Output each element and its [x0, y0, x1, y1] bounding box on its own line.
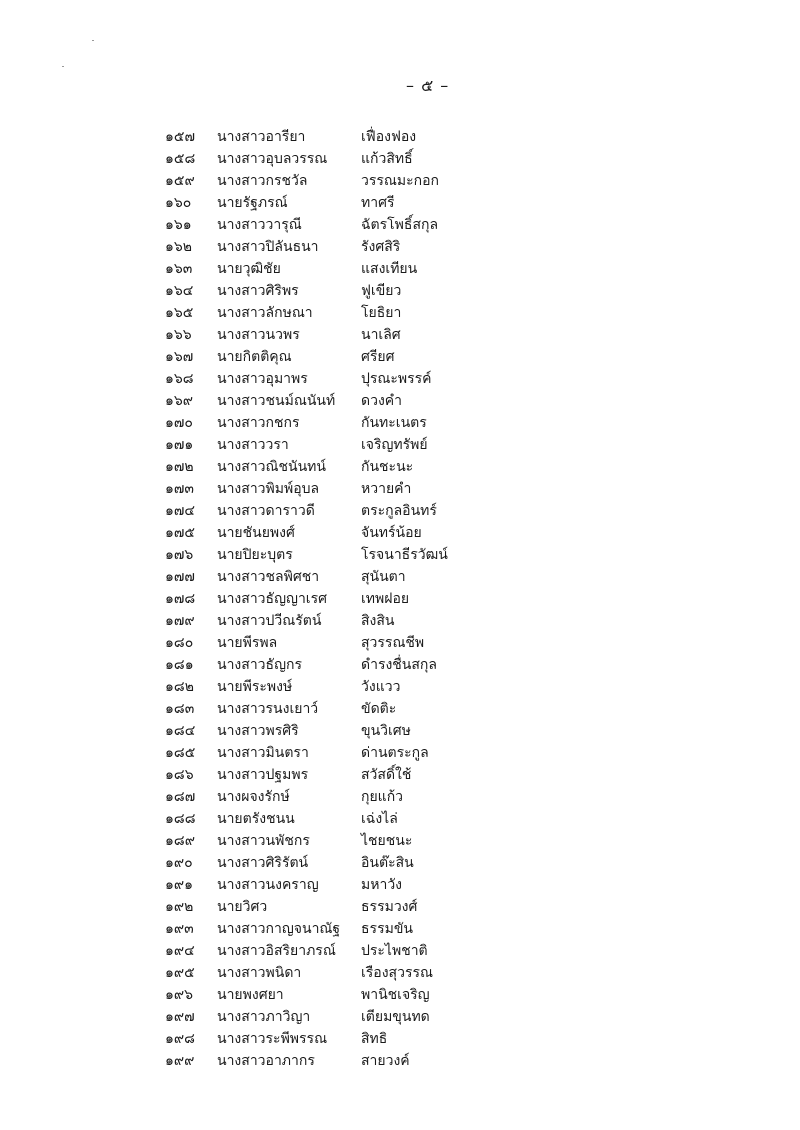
full-name: นางสาวธัญกร [217, 657, 303, 673]
row-number: ๑๕๙ [165, 173, 195, 189]
row-number: ๑๙๕ [165, 965, 195, 981]
row-number: ๑๗๖ [165, 547, 194, 563]
row-number: ๑๙๖ [165, 987, 194, 1003]
row-number: ๑๘๙ [165, 833, 195, 849]
row-number: ๑๙๑ [165, 877, 194, 893]
list-item [0, 566, 800, 588]
full-name: นางสาวศิริพร [217, 283, 299, 299]
full-name: นางสาวอิสริยาภรณ์ [217, 943, 336, 959]
full-name: นายวิศว [217, 899, 268, 915]
list-item [0, 170, 800, 192]
row-number: ๑๘๒ [165, 679, 194, 695]
full-name: นางสาวณิชนันทน์ [217, 459, 326, 475]
name-list [0, 126, 800, 1072]
list-item [0, 742, 800, 764]
row-number: ๑๗๙ [165, 613, 195, 629]
row-number: ๑๖๑ [165, 217, 192, 233]
list-item [0, 764, 800, 786]
row-number: ๑๙๘ [165, 1031, 195, 1047]
surname: ดำรงชื่นสกุล [361, 657, 437, 673]
surname: สุวรรณชีพ [361, 635, 425, 651]
list-item [0, 874, 800, 896]
list-item [0, 830, 800, 852]
list-item [0, 808, 800, 830]
list-item [0, 1050, 800, 1072]
full-name: นายพีรพล [217, 635, 278, 651]
full-name: นางสาวอาภากร [217, 1053, 315, 1069]
surname: อินต๊ะสิน [361, 855, 414, 871]
list-item [0, 918, 800, 940]
row-number: ๑๖๙ [165, 393, 194, 409]
list-item [0, 126, 800, 148]
surname: นาเลิศ [361, 327, 401, 343]
surname: วรรณมะกอก [361, 173, 439, 189]
surname: แก้วสิทธิ์ [361, 151, 413, 167]
list-item [0, 434, 800, 456]
row-number: ๑๘๘ [165, 811, 196, 827]
full-name: นางสาวศิริรัตน์ [217, 855, 309, 871]
row-number: ๑๖๔ [165, 283, 194, 299]
full-name: นางสาวระพีพรรณ [217, 1031, 328, 1047]
list-item [0, 984, 800, 1006]
full-name: นางสาวพนิดา [217, 965, 302, 981]
list-item [0, 456, 800, 478]
full-name: นางสาวพิมพ์อุบล [217, 481, 320, 497]
list-item [0, 192, 800, 214]
surname: วังแวว [361, 679, 401, 695]
full-name: นางสาวกชกร [217, 415, 300, 431]
full-name: นางสาวอารียา [217, 129, 306, 145]
list-item [0, 588, 800, 610]
full-name: นางสาวนพัชกร [217, 833, 310, 849]
surname: กันทะเนตร [361, 415, 427, 431]
row-number: ๑๙๐ [165, 855, 193, 871]
row-number: ๑๙๙ [165, 1053, 195, 1069]
row-number: ๑๗๕ [165, 525, 196, 541]
full-name: นางสาวปฐมพร [217, 767, 309, 783]
full-name: นางสาวอุบลวรรณ [217, 151, 328, 167]
row-number: ๑๖๒ [165, 239, 193, 255]
row-number: ๑๗๘ [165, 591, 196, 607]
full-name: นางผจงรักษ์ [217, 789, 290, 805]
row-number: ๑๘๔ [165, 723, 196, 739]
row-number: ๑๘๕ [165, 745, 196, 761]
surname: เตียมขุนทด [361, 1009, 430, 1025]
full-name: นายวุฒิชัย [217, 261, 281, 277]
list-item [0, 280, 800, 302]
list-item [0, 852, 800, 874]
list-item [0, 676, 800, 698]
row-number: ๑๘๗ [165, 789, 196, 805]
list-item [0, 302, 800, 324]
list-item [0, 1028, 800, 1050]
full-name: นางสาวนงคราญ [217, 877, 319, 893]
full-name: นางสาวชนม์ณนันท์ [217, 393, 336, 409]
row-number: ๑๗๔ [165, 503, 196, 519]
surname: เฟื่องฟอง [361, 129, 417, 145]
full-name: นางสาววรา [217, 437, 289, 453]
surname: ฟูเขียว [361, 283, 402, 299]
surname: สายวงค์ [361, 1053, 410, 1069]
full-name: นายพงศยา [217, 987, 284, 1003]
full-name: นางสาวลักษณา [217, 305, 313, 321]
list-item [0, 522, 800, 544]
list-item [0, 698, 800, 720]
list-item [0, 632, 800, 654]
surname: เทพฝอย [361, 591, 410, 607]
list-item [0, 1006, 800, 1028]
surname: สิงสิน [361, 613, 395, 629]
row-number: ๑๕๗ [165, 129, 196, 145]
surname: ไชยชนะ [361, 833, 413, 849]
full-name: นางสาวนวพร [217, 327, 300, 343]
list-item [0, 236, 800, 258]
list-item [0, 258, 800, 280]
list-item [0, 368, 800, 390]
surname: โยธิยา [361, 305, 402, 321]
list-item [0, 214, 800, 236]
list-item [0, 544, 800, 566]
surname: แสงเทียน [361, 261, 418, 277]
full-name: นางสาวพรศิริ [217, 723, 299, 739]
full-name: นางสาวมินตรา [217, 745, 309, 761]
surname: สวัสดิ์ใช้ [361, 767, 412, 783]
full-name: นางสาวชลพิศชา [217, 569, 320, 585]
surname: ฉัตรโพธิ์สกุล [361, 217, 439, 233]
list-item [0, 390, 800, 412]
list-item [0, 478, 800, 500]
row-number: ๑๖๐ [165, 195, 192, 211]
row-number: ๑๗๓ [165, 481, 194, 497]
full-name: นางสาวดาราวดี [217, 503, 315, 519]
full-name: นางสาวธัญญาเรศ [217, 591, 327, 607]
list-item [0, 412, 800, 434]
surname: ธรรมวงศ์ [361, 899, 418, 915]
surname: เรืองสุวรรณ [361, 965, 433, 981]
surname: ขุนวิเศษ [361, 723, 411, 739]
list-item [0, 786, 800, 808]
full-name: นายพีระพงษ์ [217, 679, 293, 695]
surname: สุนันตา [361, 569, 406, 585]
surname: ด่านตระกูล [361, 745, 429, 761]
scan-speck [92, 40, 94, 41]
full-name: นายรัฐภรณ์ [217, 195, 288, 211]
list-item [0, 500, 800, 522]
full-name: นางสาวกรชวัล [217, 173, 308, 189]
full-name: นายกิตติคุณ [217, 349, 292, 365]
row-number: ๑๗๑ [165, 437, 194, 453]
list-item [0, 324, 800, 346]
surname: ประไพชาติ [361, 943, 428, 959]
page-number: – ๕ – [406, 76, 450, 95]
list-item [0, 148, 800, 170]
surname: กุยแก้ว [361, 789, 404, 805]
full-name: นางสาวปิลันธนา [217, 239, 319, 255]
row-number: ๑๘๖ [165, 767, 194, 783]
surname: ศรียศ [361, 349, 395, 365]
list-item [0, 654, 800, 676]
row-number: ๑๙๓ [165, 921, 194, 937]
full-name: นางสาวภาวิญา [217, 1009, 311, 1025]
full-name: นางสาวกาญจนาณัฐ [217, 921, 341, 937]
list-item [0, 896, 800, 918]
row-number: ๑๗๒ [165, 459, 194, 475]
list-item [0, 346, 800, 368]
surname: เจริญทรัพย์ [361, 437, 428, 453]
surname: ธรรมขัน [361, 921, 413, 937]
surname: ดวงคำ [361, 393, 403, 409]
row-number: ๑๘๓ [165, 701, 195, 717]
row-number: ๑๙๒ [165, 899, 194, 915]
list-item [0, 940, 800, 962]
row-number: ๑๗๐ [165, 415, 193, 431]
surname: ขัดติะ [361, 701, 397, 717]
surname: พานิชเจริญ [361, 987, 430, 1003]
scan-speck [62, 66, 64, 67]
row-number: ๑๘๑ [165, 657, 194, 673]
full-name: นางสาวปวีณรัตน์ [217, 613, 322, 629]
full-name: นางสาวอุมาพร [217, 371, 308, 387]
row-number: ๑๗๗ [165, 569, 195, 585]
surname: กันชะนะ [361, 459, 414, 475]
row-number: ๑๖๕ [165, 305, 194, 321]
full-name: นายตรังชนน [217, 811, 295, 827]
row-number: ๑๙๗ [165, 1009, 195, 1025]
row-number: ๑๙๔ [165, 943, 195, 959]
surname: ตระกูลอินทร์ [361, 503, 437, 519]
full-name: นางสาววารุณี [217, 217, 302, 233]
row-number: ๑๖๗ [165, 349, 194, 365]
row-number: ๑๖๖ [165, 327, 192, 343]
list-item [0, 962, 800, 984]
surname: จันทร์น้อย [361, 525, 422, 541]
full-name: นายปิยะบุตร [217, 547, 293, 563]
surname: ทาศรี [361, 195, 395, 211]
row-number: ๑๘๐ [165, 635, 194, 651]
list-item [0, 720, 800, 742]
surname: โรจนาธีรวัฒน์ [361, 547, 448, 563]
surname: รังศสิริ [361, 239, 401, 255]
surname: ปุรณะพรรค์ [361, 371, 432, 387]
surname: เฉ่งไล่ [361, 811, 398, 827]
surname: มหาวัง [361, 877, 403, 893]
surname: หวายคำ [361, 481, 412, 497]
full-name: นางสาวรนงเยาว์ [217, 701, 319, 717]
row-number: ๑๕๘ [165, 151, 196, 167]
full-name: นายชันยพงศ์ [217, 525, 295, 541]
list-item [0, 610, 800, 632]
row-number: ๑๖๘ [165, 371, 194, 387]
row-number: ๑๖๓ [165, 261, 193, 277]
surname: สิทธิ [361, 1031, 388, 1047]
